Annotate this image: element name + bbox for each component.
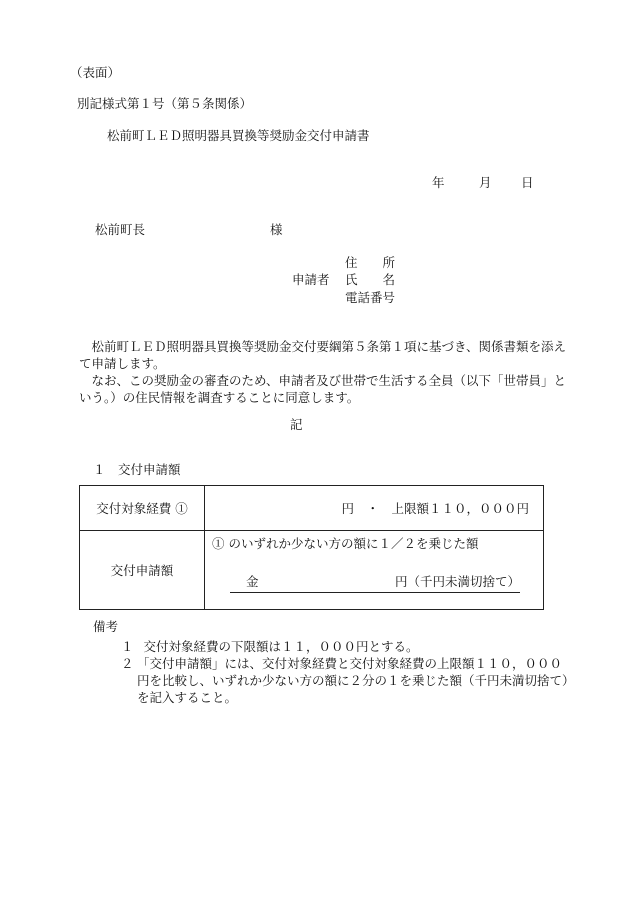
remarks-title: 備考	[93, 619, 119, 634]
applicant-phone-label: 電話番号	[345, 290, 396, 305]
document-title: 松前町ＬＥＤ照明器具買換等奨励金交付申請書	[107, 128, 370, 143]
body-paragraph-1: 松前町ＬＥＤ照明器具買換等奨励金交付要綱第５条第１項に基づき、関係書類を添えて申請します。	[79, 339, 567, 371]
covered-expense-value: 円 ・ 上限額１１０，０００円	[205, 486, 544, 531]
application-amount-label: 交付申請額	[80, 531, 205, 610]
covered-expense-label: 交付対象経費 ①	[80, 486, 205, 531]
amount-suffix: 円（千円未満切捨て）	[394, 574, 520, 589]
applicant-label: 申請者	[292, 272, 330, 287]
table-row	[80, 531, 544, 610]
remark-item-1	[121, 638, 419, 655]
applicant-name-label: 氏 名	[345, 272, 396, 287]
form-number: 別記様式第１号（第５条関係）	[77, 96, 253, 111]
remark-number: ２	[121, 656, 134, 671]
date-year: 年	[432, 175, 445, 190]
remark-item-2	[121, 655, 573, 706]
remark-text: 交付対象経費の下限額は１１，０００円とする。	[143, 639, 419, 654]
date-day: 日	[521, 175, 534, 190]
addressee-honorific: 様	[270, 222, 283, 237]
amount-prefix: 金	[246, 574, 259, 589]
body-paragraph-2: なお、この奨励金の審査のため、申請者及び世帯で生活する全員（以下「世帯員」という。）の住民情報を調査することに同意します。	[79, 373, 567, 405]
application-amount-table	[79, 485, 544, 610]
amount-entry-line	[230, 572, 520, 593]
side-label: （表面）	[70, 65, 121, 80]
remark-number: １	[121, 639, 134, 654]
application-amount-cell	[205, 531, 544, 610]
amount-formula: ① のいずれか少ない方の額に１／２を乗じた額	[212, 536, 479, 551]
addressee-name: 松前町長	[95, 222, 146, 237]
applicant-address-label: 住 所	[345, 255, 396, 270]
remark-text: 「交付申請額」には、交付対象経費と交付対象経費の上限額１１０，０００円を比較し、いずれか少ない方の額に２分の１を乗じた額（千円未満切捨て）を記入すること。	[137, 656, 569, 705]
section-1-title: １ 交付申請額	[93, 462, 181, 477]
ki-heading: 記	[290, 417, 303, 432]
date-month: 月	[479, 175, 492, 190]
table-row	[80, 486, 544, 531]
